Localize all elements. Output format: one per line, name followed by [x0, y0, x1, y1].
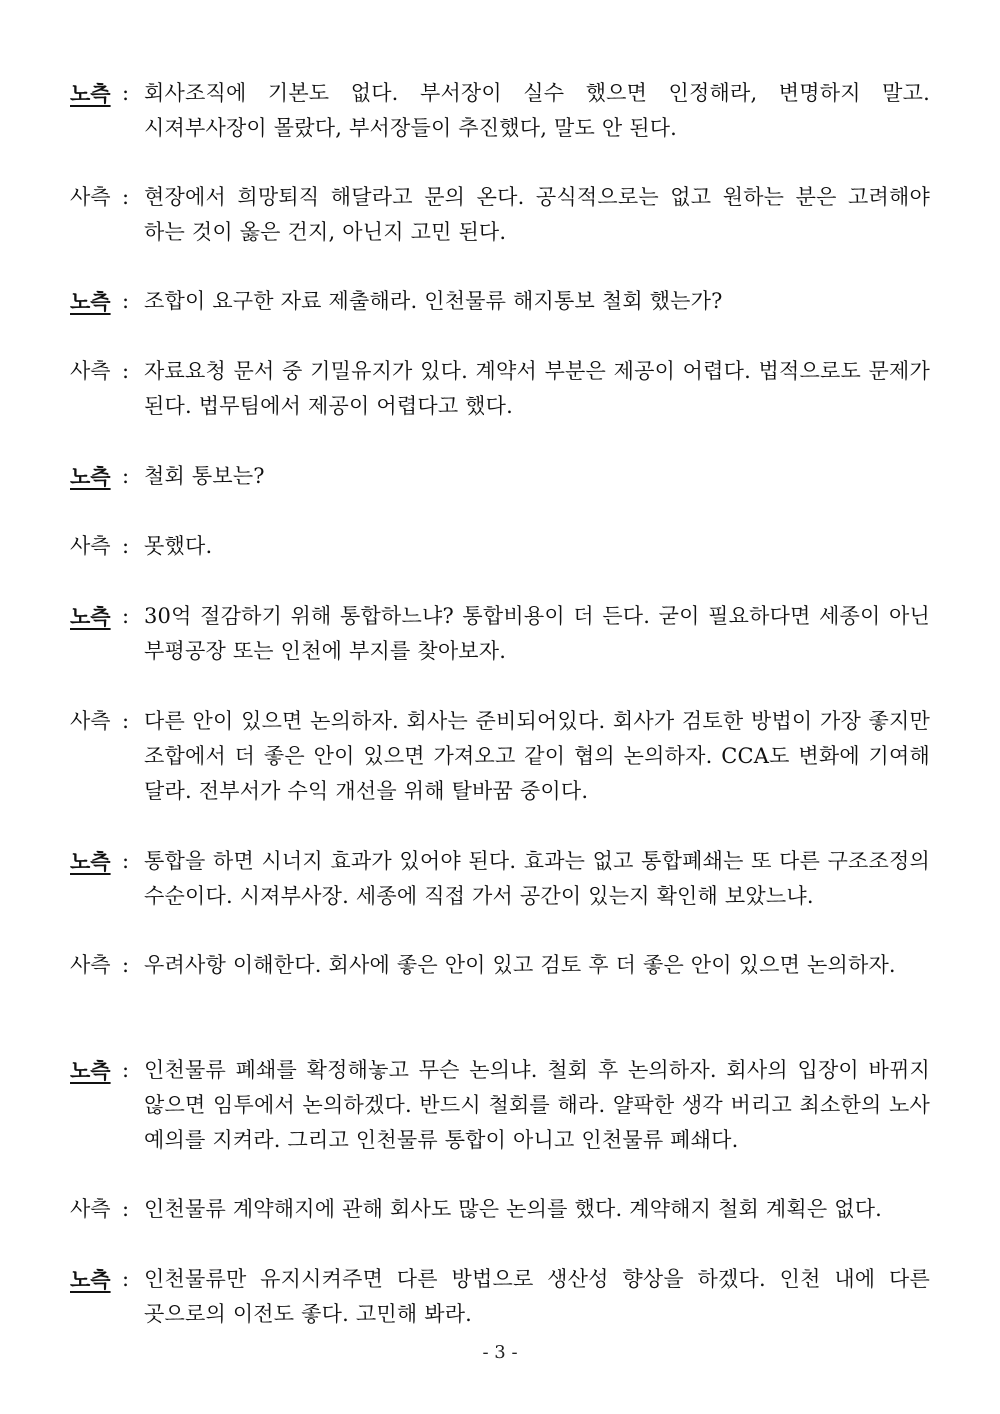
speaker-separator: : — [122, 185, 130, 209]
speaker-separator: : — [122, 1267, 130, 1291]
speaker-label: 노측 — [70, 1267, 111, 1292]
dialogue-turn — [70, 354, 930, 424]
speaker-label: 사측 — [70, 185, 111, 209]
dialogue-turn — [70, 844, 930, 914]
dialogue-text: 자료요청 문서 중 기밀유지가 있다. 계약서 부분은 제공이 어렵다. 법적으로도 문제가 된다. 법무팀에서 제공이 어렵다고 했다. — [144, 359, 930, 418]
speaker-label: 노측 — [70, 1058, 111, 1083]
dialogue-turn — [70, 704, 930, 809]
dialogue-text: 철회 통보는? — [144, 464, 265, 488]
dialogue-text: 다른 안이 있으면 논의하자. 회사는 준비되어있다. 회사가 검토한 방법이 가장 좋지만 조합에서 더 좋은 안이 있으면 가져오고 같이 협의 논의하자. CCA도 변화에 기여해 달라. 전부서가 수익 개선을 위해 탈바꿈 중이다. — [144, 709, 930, 803]
speaker-separator: : — [122, 1058, 130, 1082]
dialogue-text: 인천물류 폐쇄를 확정해놓고 무슨 논의냐. 철회 후 논의하자. 회사의 입장이 바뀌지 않으면 임투에서 논의하겠다. 반드시 철회를 해라. 얄팍한 생각 버리고 최소한의 노사 예의를 지켜라. 그리고 인천물류 통합이 아니고 인천물류 폐쇄다. — [144, 1058, 930, 1152]
speaker-separator: : — [122, 709, 130, 733]
dialogue-text: 통합을 하면 시너지 효과가 있어야 된다. 효과는 없고 통합폐쇄는 또 다른 구조조정의 수순이다. 시져부사장. 세종에 직접 가서 공간이 있는지 확인해 보았느냐. — [144, 849, 930, 908]
dialogue-text: 못했다. — [144, 534, 213, 558]
dialogue-turn — [70, 1262, 930, 1332]
speaker-label: 사측 — [70, 953, 111, 977]
dialogue-turn — [70, 76, 930, 146]
speaker-separator: : — [122, 849, 130, 873]
dialogue-text: 조합이 요구한 자료 제출해라. 인천물류 해지통보 철회 했는가? — [144, 289, 723, 313]
dialogue-turn — [70, 599, 930, 669]
speaker-separator: : — [122, 359, 130, 383]
dialogue-text: 회사조직에 기본도 없다. 부서장이 실수 했으면 인정해라, 변명하지 말고. 시져부사장이 몰랐다, 부서장들이 추진했다, 말도 안 된다. — [144, 81, 930, 140]
dialogue-turn — [70, 529, 930, 564]
speaker-label: 노측 — [70, 464, 111, 489]
dialogue-text: 인천물류만 유지시켜주면 다른 방법으로 생산성 향상을 하겠다. 인천 내에 다른 곳으로의 이전도 좋다. 고민해 봐라. — [144, 1267, 930, 1326]
dialogue-turn — [70, 1192, 930, 1227]
dialogue-text: 인천물류 계약해지에 관해 회사도 많은 논의를 했다. 계약해지 철회 계획은 없다. — [144, 1197, 883, 1221]
speaker-label: 사측 — [70, 709, 111, 733]
dialogue-turn — [70, 1053, 930, 1158]
speaker-separator: : — [122, 464, 130, 488]
dialogue-turn — [70, 180, 930, 250]
speaker-label: 사측 — [70, 1197, 111, 1221]
speaker-separator: : — [122, 1197, 130, 1221]
speaker-separator: : — [122, 81, 130, 105]
dialogue-turn — [70, 459, 930, 494]
speaker-label: 노측 — [70, 289, 111, 314]
speaker-label: 노측 — [70, 604, 111, 629]
dialogue-turn — [70, 284, 930, 319]
dialogue-turn — [70, 948, 930, 983]
speaker-separator: : — [122, 534, 130, 558]
page-number: - 3 - — [482, 1342, 518, 1363]
speaker-separator: : — [122, 604, 130, 628]
speaker-label: 노측 — [70, 849, 111, 874]
dialogue-text: 30억 절감하기 위해 통합하느냐? 통합비용이 더 든다. 굳이 필요하다면 세종이 아닌 부평공장 또는 인천에 부지를 찾아보자. — [144, 604, 930, 663]
speaker-label: 노측 — [70, 81, 111, 106]
speaker-label: 사측 — [70, 359, 111, 383]
dialogue-text: 현장에서 희망퇴직 해달라고 문의 온다. 공식적으로는 없고 원하는 분은 고려해야 하는 것이 옳은 건지, 아닌지 고민 된다. — [144, 185, 930, 244]
speaker-separator: : — [122, 953, 130, 977]
speaker-label: 사측 — [70, 534, 111, 558]
speaker-separator: : — [122, 289, 130, 313]
dialogue-text: 우려사항 이해한다. 회사에 좋은 안이 있고 검토 후 더 좋은 안이 있으면 논의하자. — [144, 953, 896, 977]
